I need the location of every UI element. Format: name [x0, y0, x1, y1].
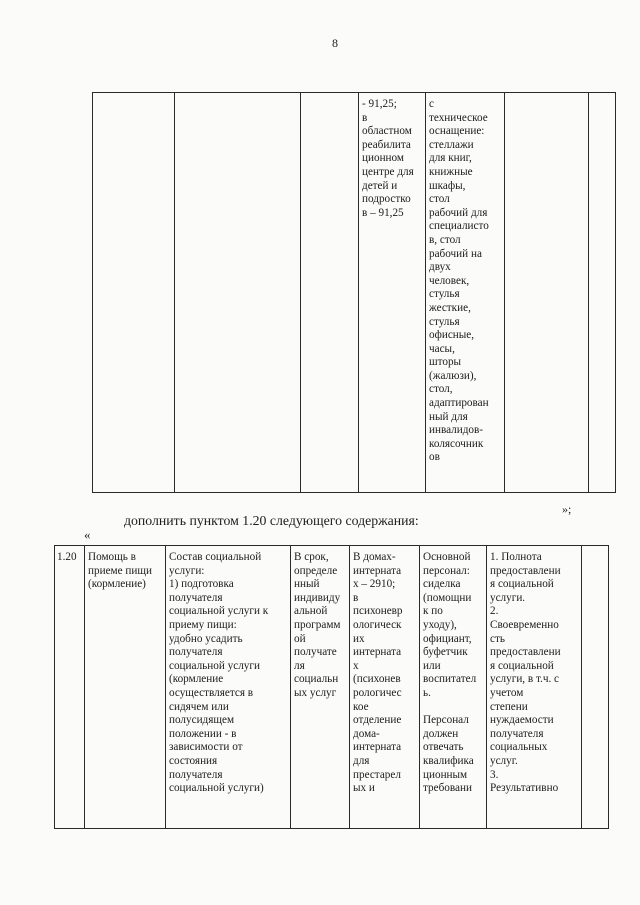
cell-service-name: Помощь в приеме пищи (кормление) — [88, 551, 152, 591]
column-divider — [486, 545, 487, 829]
column-divider — [300, 92, 301, 493]
cell-area-values: - 91,25; в областном реабилита ционном центре для детей и подростко в – 91,25 — [362, 98, 414, 219]
column-divider — [174, 92, 175, 493]
column-divider — [349, 545, 350, 829]
table-bottom-border — [54, 828, 609, 829]
column-divider — [54, 545, 55, 829]
column-divider — [92, 92, 93, 493]
closing-quote: »; — [562, 502, 572, 516]
cell-item-number: 1.20 — [57, 551, 77, 563]
column-divider — [588, 92, 589, 493]
cell-staff: Основной персонал: сиделка (помощни к по уходу), официант, буфетчик или воспитател ь. Персонал должен отвечать квалифика ционным требовани — [423, 551, 477, 795]
addition-phrase: дополнить пунктом 1.20 следующего содержания: — [124, 513, 419, 528]
opening-quote: « — [84, 527, 91, 542]
column-divider — [419, 545, 420, 829]
column-divider — [358, 92, 359, 493]
column-divider — [581, 545, 582, 829]
cell-tariff: В домах- интерната х – 2910; в психоневр ологическ их интерната х (психонев рологичес кое отделение дома- интерната для престарел ых и — [353, 551, 403, 795]
column-divider — [608, 545, 609, 829]
column-divider — [165, 545, 166, 829]
cell-quality-indicators: 1. Полнота предоставлени я социальной услуги. 2. Своевременно сть предоставлени я социальной услуги, в т.ч. с учетом степени нуждаемости получателя социальных услуг. 3. Результативно — [490, 551, 561, 795]
cell-service-content: Состав социальной услуги: 1) подготовка получателя социальной услуги к приему пищи: удобно усадить получателя социальной услуги (кормление осуществляется в сидячем или полусидящем положении - в зависимости от состояния получателя социальной услуги) — [169, 551, 269, 795]
column-divider — [290, 545, 291, 829]
column-divider — [504, 92, 505, 493]
cell-equipment: с техническое оснащение: стеллажи для книг, книжные шкафы, стол рабочий для специалисто в, стол рабочий на двух человек, стулья жесткие, стулья офисные, часы, шторы (жалюзи), стол, адаптирован ный для инвалидов- колясочник ов — [429, 98, 489, 464]
page-number: 8 — [332, 36, 338, 50]
table-top-border — [54, 545, 609, 546]
column-divider — [425, 92, 426, 493]
table-bottom-border — [92, 492, 616, 493]
cell-deadline: В срок, определе нный индивиду альной программ ой получате ля социальн ых услуг — [294, 551, 341, 699]
column-divider — [84, 545, 85, 829]
column-divider — [615, 92, 616, 493]
table-top-border — [92, 92, 616, 93]
